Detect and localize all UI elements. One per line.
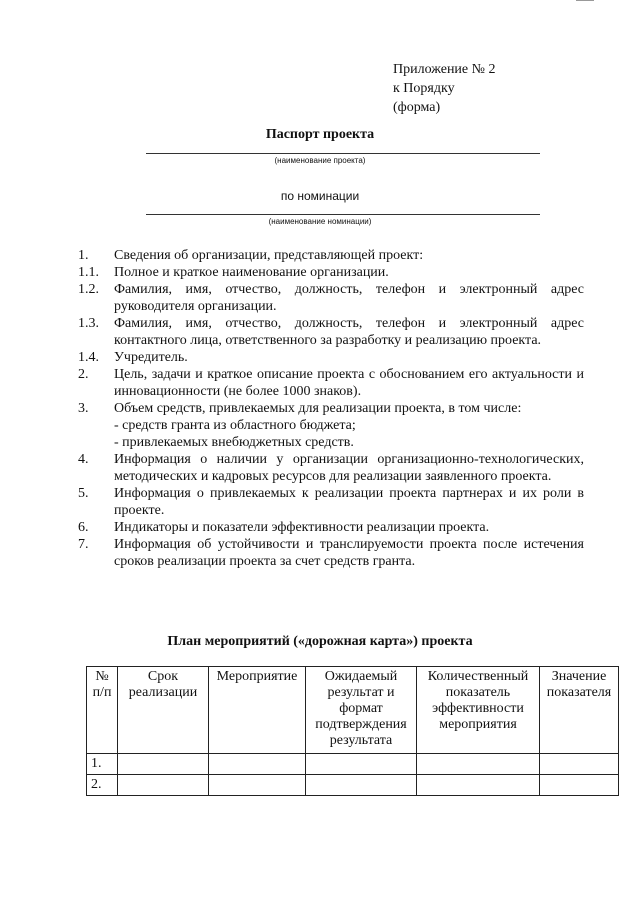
item-number: 5. [78, 486, 89, 501]
item-line: Цель, задачи и краткое описание проекта с обоснованием его актуальности и инновационности (не более 1000 знаков). [114, 367, 584, 399]
item-number: 3. [78, 401, 89, 416]
project-name-line [146, 153, 540, 154]
row-number-cell: 1. [87, 754, 118, 775]
item-text [114, 485, 584, 519]
item-text [114, 247, 584, 264]
item-line: Сведения об организации, представляющей проект: [114, 248, 424, 263]
header-cell-term: Срок реализации [118, 667, 209, 754]
header-cell-indicator: Количественный показатель эффективности мероприятия [417, 667, 540, 754]
appendix-line: Приложение № 2 [393, 62, 496, 77]
list-item [78, 366, 584, 400]
project-name-caption: (наименование проекта) [274, 156, 366, 165]
nomination-caption: (наименование номинации) [268, 217, 372, 226]
item-number: 7. [78, 537, 89, 552]
list-item [78, 485, 584, 519]
list-item [78, 400, 584, 451]
item-number: 6. [78, 520, 89, 535]
table-cell [540, 775, 619, 796]
table-row [87, 775, 619, 796]
roadmap-table [86, 666, 619, 796]
plan-title: План мероприятий («дорожная карта») проекта [167, 634, 473, 649]
passport-title: Паспорт проекта [265, 127, 375, 142]
item-number: 1. [78, 248, 89, 263]
table-header-row [87, 667, 619, 754]
table-cell [118, 775, 209, 796]
item-line: - средств гранта из областного бюджета; [114, 418, 356, 433]
table-cell [118, 754, 209, 775]
item-text [114, 451, 584, 485]
nomination-line [146, 214, 540, 215]
item-line: Объем средств, привлекаемых для реализации проекта, в том числе: [114, 401, 522, 416]
list-item [78, 349, 584, 366]
item-line: Полное и краткое наименование организации. [114, 265, 389, 280]
list-item [78, 281, 584, 315]
corner-mark [576, 0, 594, 3]
header-cell-result: Ожидаемый результат и формат подтверждения результата [306, 667, 417, 754]
list-item [78, 451, 584, 485]
item-number: 1.2. [78, 282, 99, 297]
item-line: - привлекаемых внебюджетных средств. [114, 435, 354, 450]
table-cell [306, 754, 417, 775]
item-number: 1.4. [78, 350, 99, 365]
appendix-block [393, 60, 496, 117]
header-cell-value: Значение показателя [540, 667, 619, 754]
item-number: 1.1. [78, 265, 99, 280]
table-cell [306, 775, 417, 796]
table-cell [540, 754, 619, 775]
table-cell [417, 775, 540, 796]
item-text [114, 536, 584, 570]
item-line: Информация о привлекаемых к реализации проекта партнерах и их роли в проекте. [114, 486, 584, 518]
item-line: Учредитель. [114, 350, 188, 365]
list-item [78, 315, 584, 349]
table-cell [209, 775, 306, 796]
header-cell-event: Мероприятие [209, 667, 306, 754]
list-item [78, 536, 584, 570]
table-cell [209, 754, 306, 775]
item-line: Информация о наличии у организации организационно-технологических, методических и кадровых ресурсов для реализации заявленного проекта. [114, 452, 584, 484]
list-item [78, 519, 584, 536]
item-text [114, 315, 584, 349]
table-cell [417, 754, 540, 775]
item-line: Фамилия, имя, отчество, должность, телефон и электронный адрес руководителя организации. [114, 282, 584, 314]
item-number: 2. [78, 367, 89, 382]
item-line: Индикаторы и показатели эффективности реализации проекта. [114, 520, 490, 535]
item-text [114, 264, 584, 281]
item-number: 4. [78, 452, 89, 467]
nomination-label: по номинации [280, 189, 360, 203]
item-line: Фамилия, имя, отчество, должность, телефон и электронный адрес контактного лица, ответственного за разработку и реализацию проекта. [114, 316, 584, 348]
item-text [114, 349, 584, 366]
table-row [87, 754, 619, 775]
item-text [114, 519, 584, 536]
list-item [78, 247, 584, 264]
row-number-cell: 2. [87, 775, 118, 796]
item-text [114, 400, 584, 451]
header-cell-number: № п/п [87, 667, 118, 754]
appendix-line: (форма) [393, 100, 441, 115]
item-number: 1.3. [78, 316, 99, 331]
list-item [78, 264, 584, 281]
item-line: Информация об устойчивости и транслируемости проекта после истечения сроков реализации проекта за счет средств гранта. [114, 537, 584, 569]
passport-items-list [78, 247, 584, 570]
appendix-line: к Порядку [393, 81, 455, 96]
item-text [114, 281, 584, 315]
item-text [114, 366, 584, 400]
